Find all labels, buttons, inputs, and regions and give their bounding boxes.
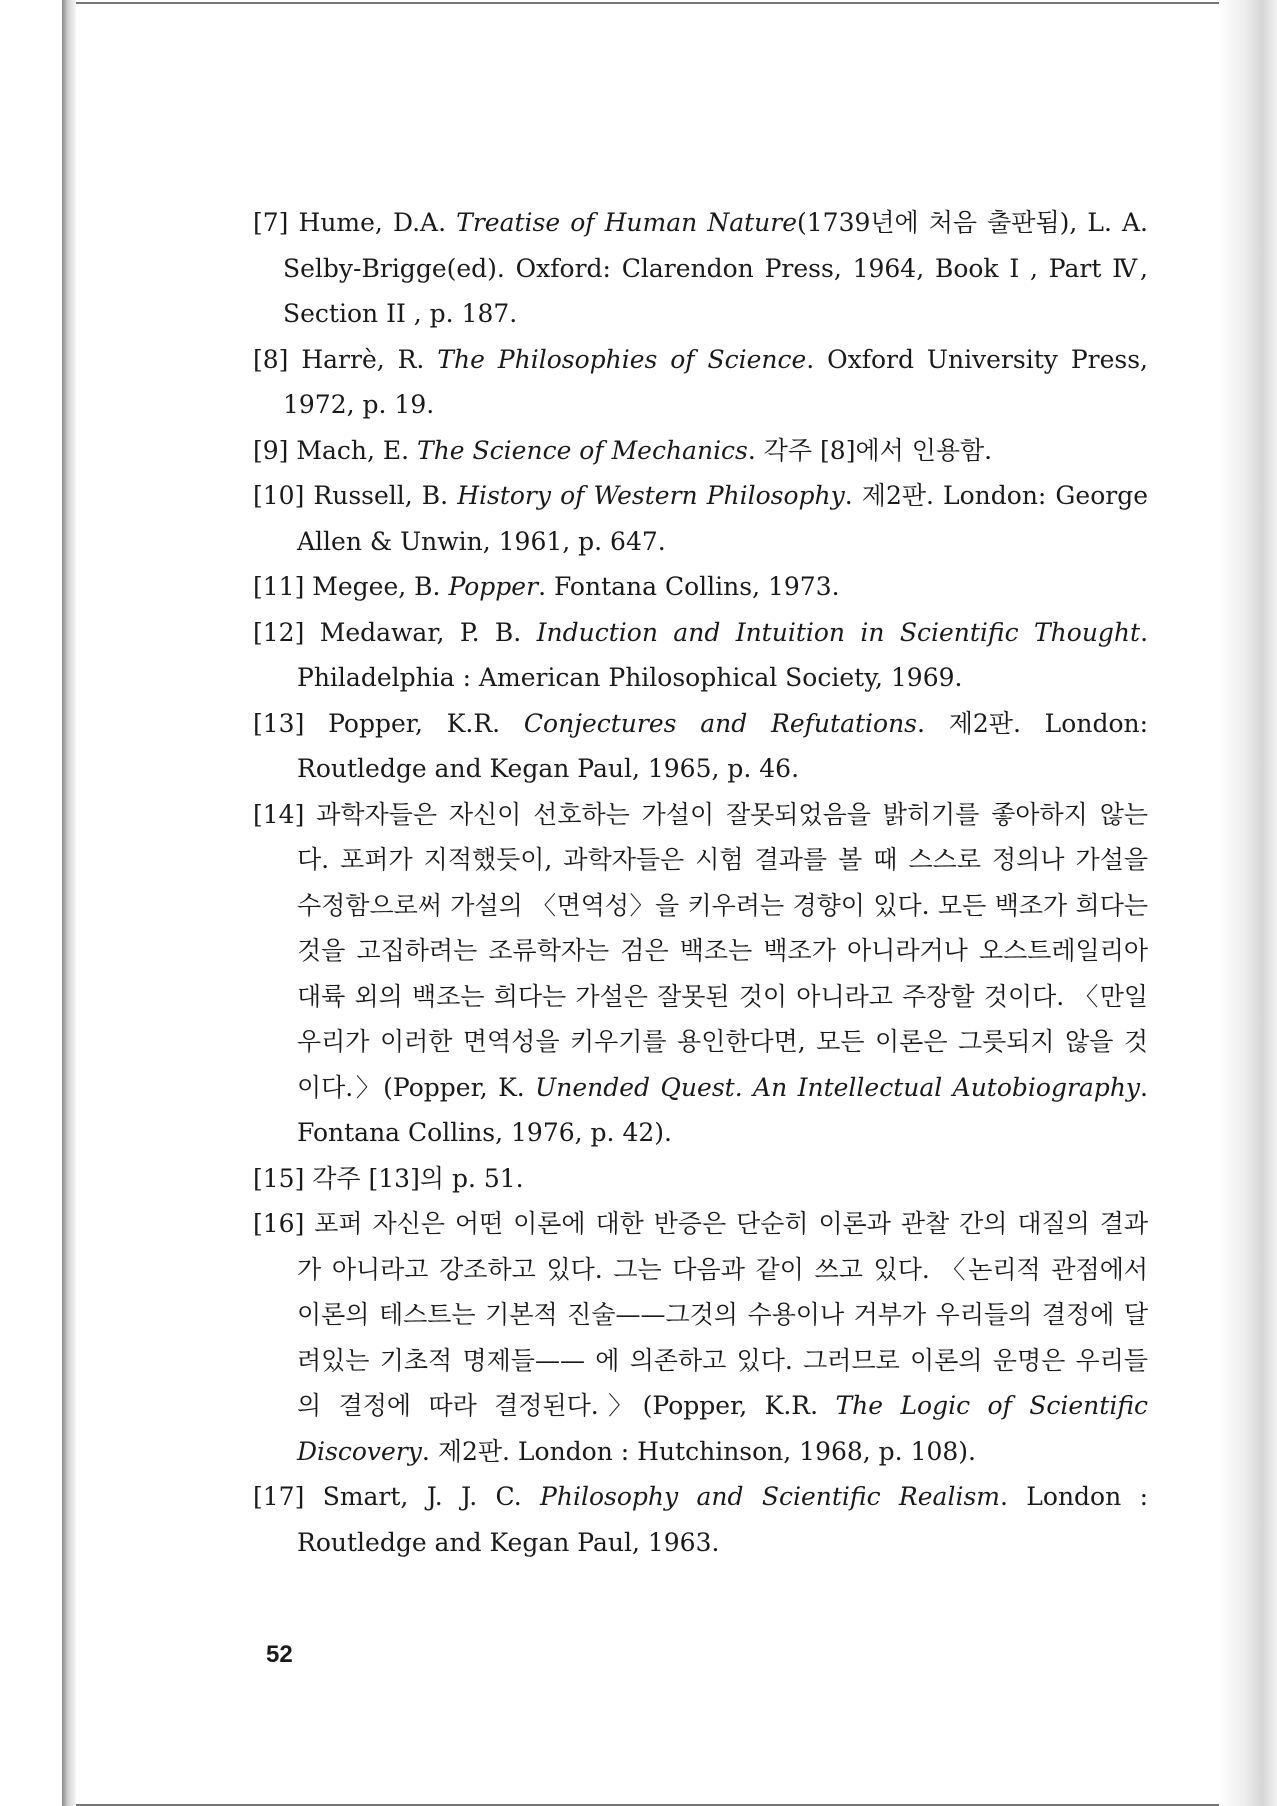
reference-9: [9] Mach, E. The Science of Mechanics. 각주 [8]에서 인용함. <box>253 435 993 465</box>
page-edge-shadow <box>1219 0 1277 1806</box>
page-number: 52 <box>266 1641 293 1668</box>
reference-10: [10] Russell, B. History of Western Philosophy. 제2판. London: George Allen & Unwin, 1961, p. 647. <box>253 481 1148 556</box>
reference-list <box>253 200 1148 1565</box>
reference-16: [16] 포퍼 자신은 어떤 이론에 대한 반증은 단순히 이론과 관찰 간의 대질의 결과가 아니라고 강조하고 있다. 그는 다음과 같이 쓰고 있다. 〈논리적 관점에서 이론의 테스트는 기본적 진술——그것의 수용이나 거부가 우리들의 결정에 달려있는 기초적 명제들—— 에 의존하고 있다. 그러므로 이론의 운명은 우리들의 결정에 따라 결정된다.〉(Popper, K.R. The Logic of Scientific Discovery. 제2판. London : Hutchinson, 1968, p. 108). <box>253 1209 1148 1466</box>
reference-7: [7] Hume, D.A. Treatise of Human Nature(1739년에 처음 출판됨), L. A. Selby-Brigge(ed). Oxford: Clarendon Press, 1964, Book I , Part Ⅳ, Section II , p. 187. <box>253 208 1149 328</box>
reference-11: [11] Megee, B. Popper. Fontana Collins, 1973. <box>253 572 840 601</box>
reference-15: [15] 각주 [13]의 p. 51. <box>253 1163 524 1193</box>
page-binding-shadow <box>62 0 76 1806</box>
reference-17: [17] Smart, J. J. C. Philosophy and Scientific Realism. London : Routledge and Kegan Paul, 1963. <box>253 1482 1148 1557</box>
reference-8: [8] Harrè, R. The Philosophies of Science. Oxford University Press, 1972, p. 19. <box>253 344 1149 419</box>
reference-12: [12] Medawar, P. B. Induction and Intuition in Scientific Thought. Philadelphia : American Philosophical Society, 1969. <box>253 617 1149 692</box>
reference-14: [14] 과학자들은 자신이 선호하는 가설이 잘못되었음을 밝히기를 좋아하지 않는다. 포퍼가 지적했듯이, 과학자들은 시험 결과를 볼 때 스스로 정의나 가설을 수정함으로써 가설의 〈면역성〉을 키우려는 경향이 있다. 모든 백조가 희다는 것을 고집하려는 조류학자는 검은 백조는 백조가 아니라거나 오스트레일리아 대륙 외의 백조는 희다는 가설은 잘못된 것이 아니라고 주장할 것이다. 〈만일 우리가 이러한 면역성을 키우기를 용인한다면, 모든 이론은 그릇되지 않을 것이다.〉(Popper, K. Unended Quest. An Intellectual Autobiography. Fontana Collins, 1976, p. 42). <box>253 799 1149 1147</box>
reference-13: [13] Popper, K.R. Conjectures and Refutations. 제2판. London: Routledge and Kegan Paul, 1965, p. 46. <box>253 708 1149 783</box>
